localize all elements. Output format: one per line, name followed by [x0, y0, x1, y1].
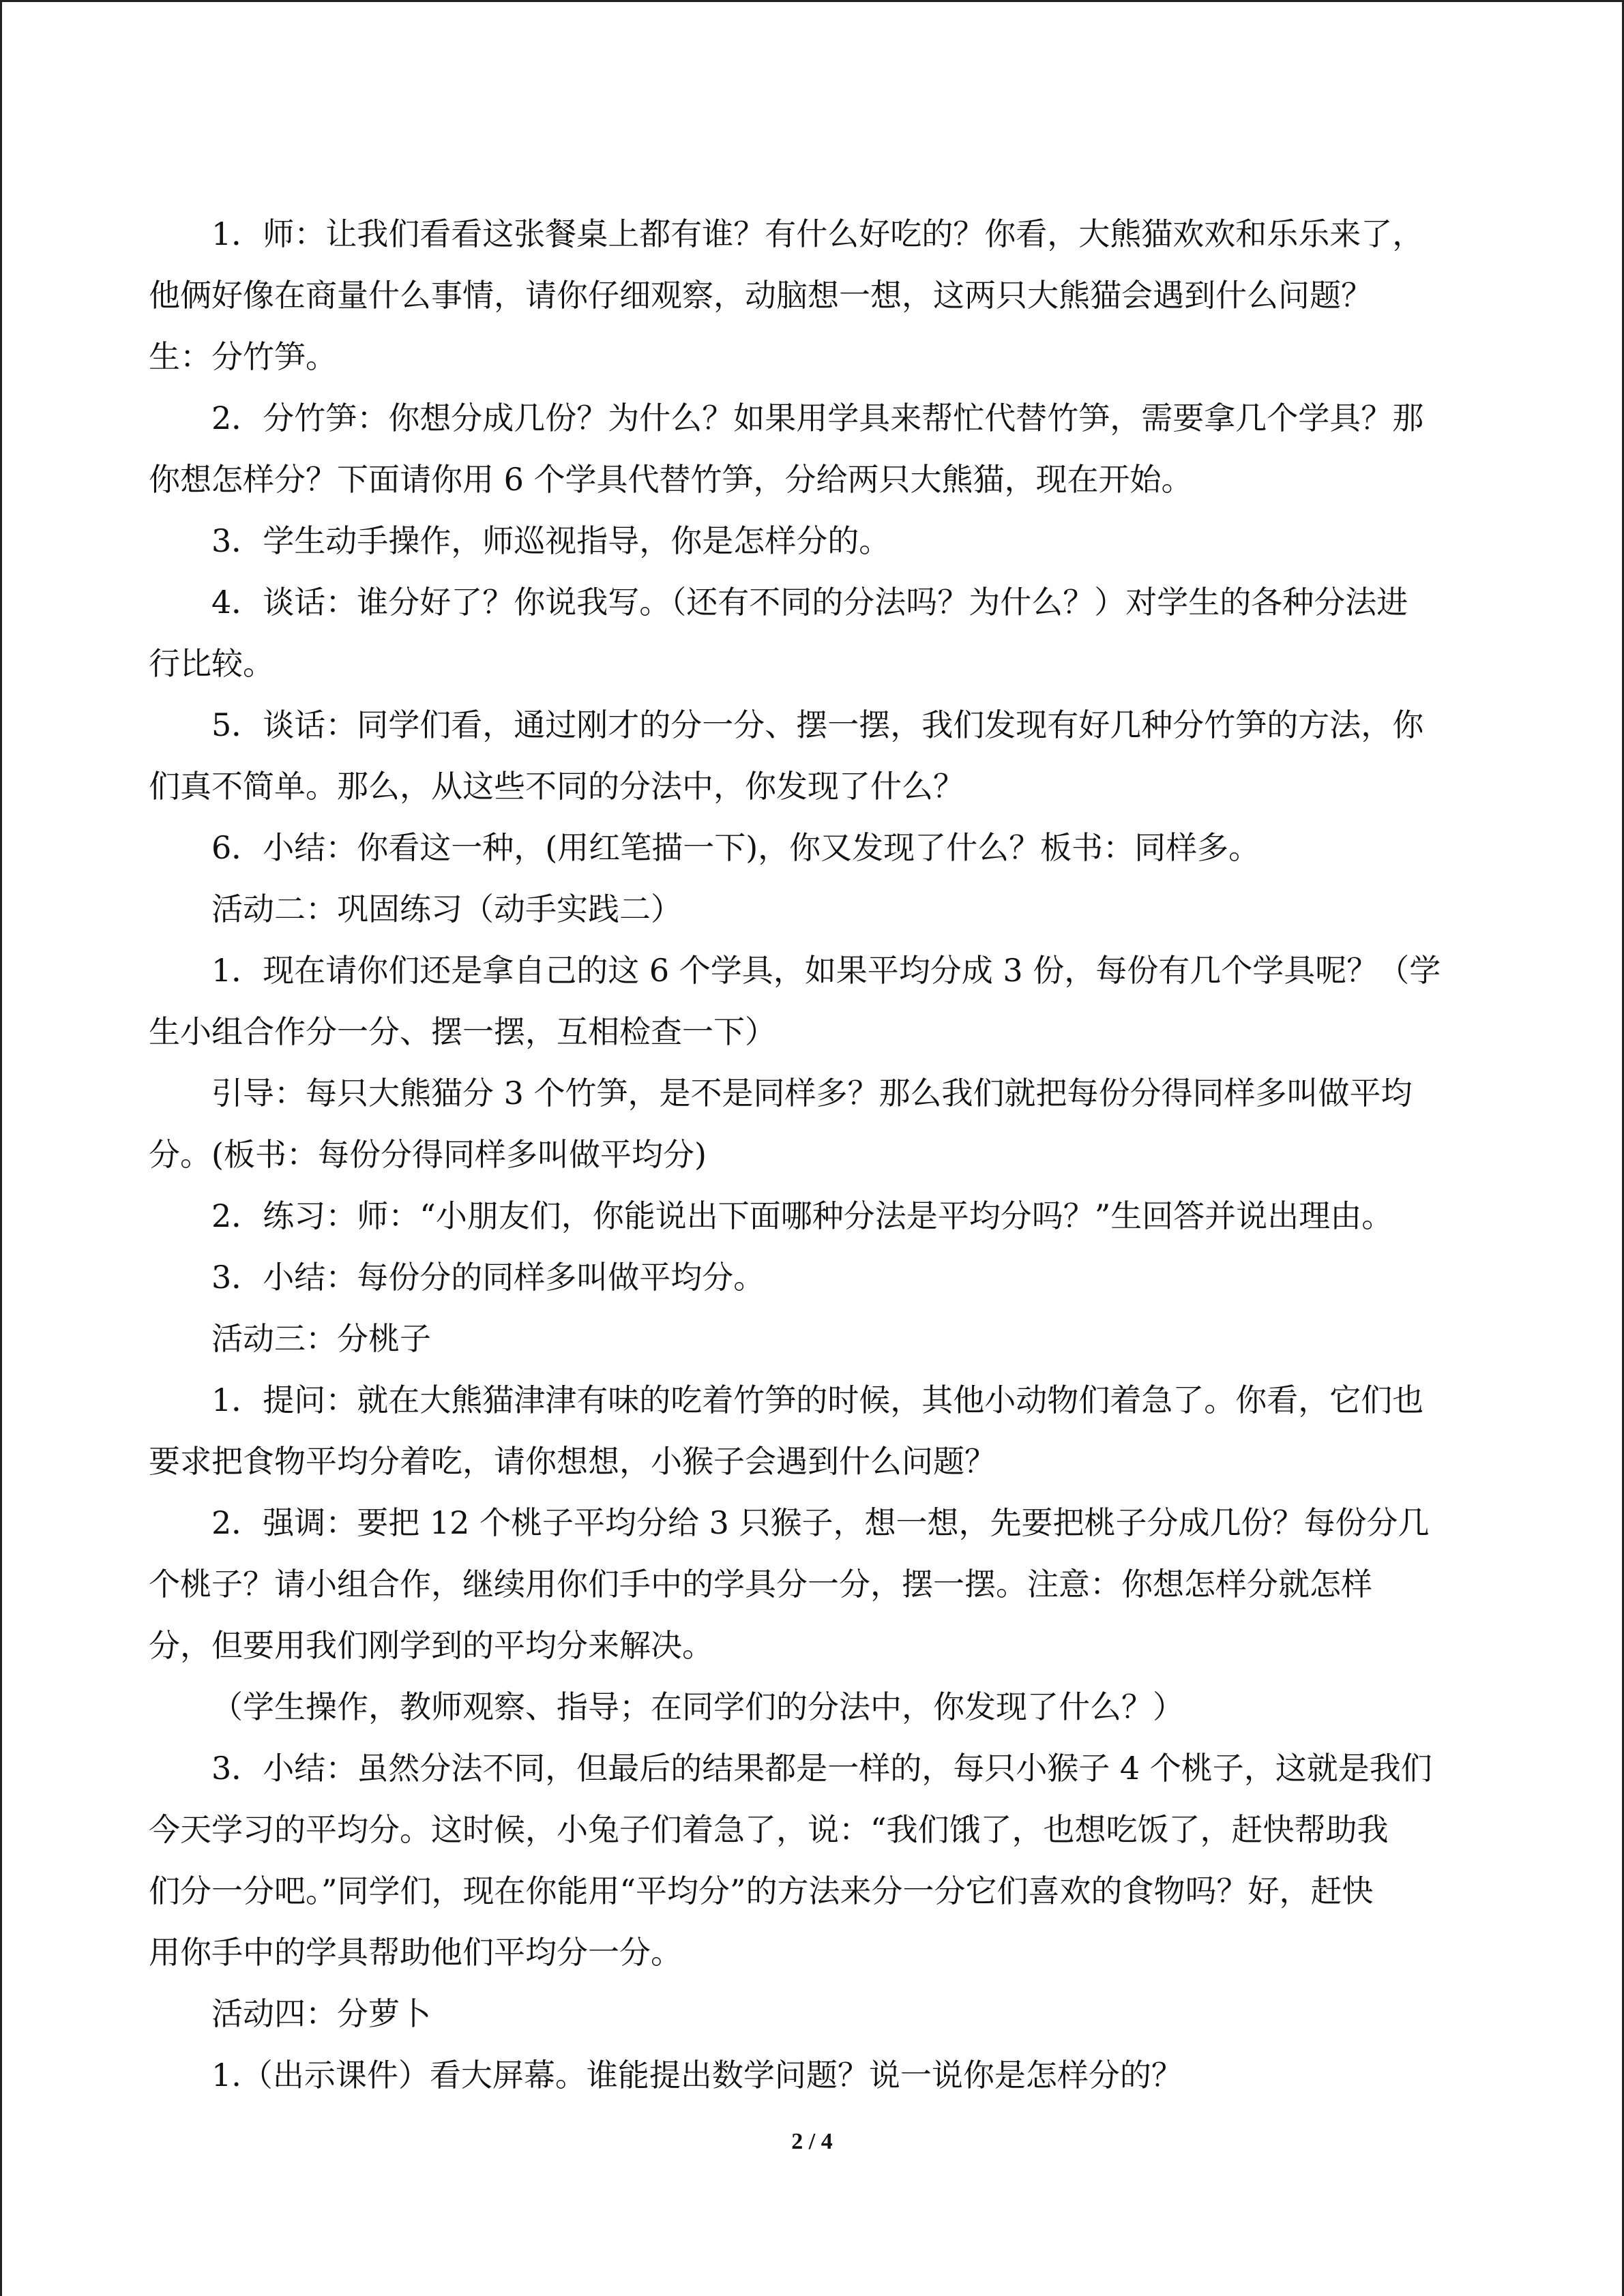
- text-line: 们分一分吧。”同学们，现在你能用“平均分”的方法来分一分它们喜欢的食物吗？好，赶快: [149, 1873, 1374, 1909]
- text-line: 3．学生动手操作，师巡视指导，你是怎样分的。: [211, 522, 891, 559]
- document-body: [149, 203, 1475, 2106]
- text-line: 活动四：分萝卜: [211, 1995, 431, 2032]
- text-line: 行比较。: [149, 645, 274, 682]
- text-line: 引导：每只大熊猫分 3 个竹笋，是不是同样多？那么我们就把每份分得同样多叫做平均: [211, 1075, 1413, 1112]
- text-line: 们真不简单。那么，从这些不同的分法中，你发现了什么？: [149, 768, 964, 805]
- text-line: 分，但要用我们刚学到的平均分来解决。: [149, 1627, 713, 1664]
- text-line: 要求把食物平均分着吃，请你想想，小猴子会遇到什么问题？: [149, 1443, 996, 1480]
- text-line: 6．小结：你看这一种，(用红笔描一下)，你又发现了什么？板书：同样多。: [211, 829, 1260, 866]
- text-line: 2．分竹笋：你想分成几份？为什么？如果用学具来帮忙代替竹笋，需要拿几个学具？那: [211, 400, 1424, 436]
- text-line: 2．练习：师：“小朋友们，你能说出下面哪种分法是平均分吗？”生回答并说出理由。: [211, 1197, 1393, 1234]
- text-line: 1．现在请你们还是拿自己的这 6 个学具，如果平均分成 3 份，每份有几个学具呢？（学: [211, 952, 1441, 989]
- text-line: 他俩好像在商量什么事情，请你仔细观察，动脑想一想，这两只大熊猫会遇到什么问题？: [149, 277, 1372, 314]
- text-line: 分。(板书：每份分得同样多叫做平均分): [149, 1136, 707, 1173]
- text-line: （学生操作，教师观察、指导；在同学们的分法中，你发现了什么？）: [211, 1688, 1184, 1725]
- text-line: 1．提问：就在大熊猫津津有味的吃着竹笋的时候，其他小动物们着急了。你看，它们也: [211, 1382, 1424, 1418]
- text-line: 你想怎样分？下面请你用 6 个学具代替竹笋，分给两只大熊猫，现在开始。: [149, 461, 1193, 498]
- text-line: 1.（出示课件）看大屏幕。谁能提出数学问题？说一说你是怎样分的？: [211, 2057, 1183, 2093]
- text-line: 4．谈话：谁分好了？你说我写。（还有不同的分法吗？为什么？）对学生的各种分法进: [211, 584, 1408, 621]
- text-line: 3．小结：每份分的同样多叫做平均分。: [211, 1259, 765, 1296]
- text-line: 个桃子？请小组合作，继续用你们手中的学具分一分，摆一摆。注意：你想怎样分就怎样: [149, 1566, 1372, 1602]
- text-line: 3．小结：虽然分法不同，但最后的结果都是一样的，每只小猴子 4 个桃子，这就是我们: [211, 1750, 1432, 1787]
- text-line: 活动三：分桃子: [211, 1320, 431, 1357]
- text-line: 5．谈话：同学们看，通过刚才的分一分、摆一摆，我们发现有好几种分竹笋的方法，你: [211, 706, 1424, 743]
- text-line: 活动二：巩固练习（动手实践二）: [211, 891, 682, 927]
- text-line: 今天学习的平均分。这时候，小兔子们着急了，说：“我们饿了，也想吃饭了，赶快帮助我: [149, 1811, 1389, 1848]
- page-number: 2 / 4: [791, 2129, 833, 2154]
- text-line: 1．师：让我们看看这张餐桌上都有谁？有什么好吃的？你看，大熊猫欢欢和乐乐来了，: [211, 215, 1424, 252]
- text-line: 2．强调：要把 12 个桃子平均分给 3 只猴子，想一想，先要把桃子分成几份？每份分几: [211, 1504, 1430, 1541]
- text-line: 生：分竹笋。: [149, 338, 337, 375]
- text-line: 生小组合作分一分、摆一摆，互相检查一下）: [149, 1013, 776, 1050]
- text-line: 用你手中的学具帮助他们平均分一分。: [149, 1934, 682, 1971]
